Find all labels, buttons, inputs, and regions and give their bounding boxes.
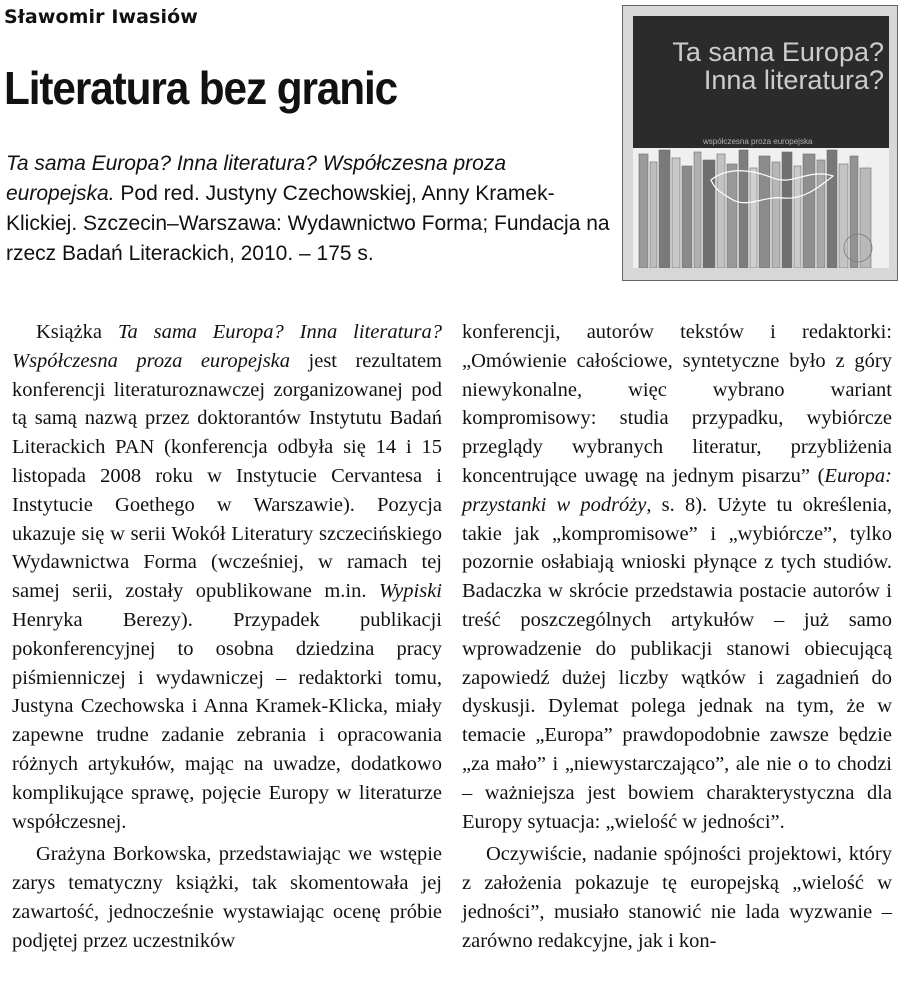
- book-title-inline: Wypiski: [378, 580, 442, 603]
- article-column-left: [12, 318, 442, 956]
- cover-dark-band: [633, 16, 889, 148]
- book-editors: Pod red. Justyny Czechowskiej, Anny Kramek-Klickiej.: [6, 182, 555, 235]
- bibliographic-note: [6, 149, 616, 269]
- book-title-inline: Europa: przystanki w podróży: [462, 464, 892, 516]
- paragraph: Grażyna Borkowska, przedstawiając we wstępie zarys tematyczny książki, tak skomentowała jej zawartość, jednocześnie wystawiając ocenę próbie podjętej przez uczestników: [12, 843, 442, 952]
- cover-title: Ta sama Europa? Inna literatura?: [672, 37, 884, 95]
- book-publisher: Szczecin–Warszawa: Wydawnictwo Forma; Fundacja na rzecz Badań Literackich, 2010. – 175 s.: [6, 212, 610, 265]
- book-title: Ta sama Europa? Inna literatura? Współczesna proza europejska.: [6, 152, 507, 205]
- book-title-inline: Ta sama Europa? Inna literatura? Współczesna proza europejska: [12, 321, 442, 372]
- paragraph: Oczywiście, nadanie spójności projektowi, który z założenia pokazuje tę europejską „wielość w jedności”, musiało stanowić nie lada wyzwanie – zarówno redakcyjne, jak i kon-: [462, 843, 892, 952]
- books-illustration: [633, 148, 889, 268]
- books-graphic: [633, 148, 889, 268]
- article-column-right: [462, 318, 892, 956]
- text-span: , s. 8). Użyte tu określenia, takie jak „kompromisowe” i „wybiórcze”, tylko pozornie osłabiają wnioski płynące z tych studiów. Badaczka w skrócie przedstawia postacie autorów i treść poszczególnych artykułów – już samo wprowadzenie do publikacji stanowi obiecującą zapowiedź dużej liczby wątków i zagadnień do dyskusji. Dylemat polega jednak na tym, że w temacie „Europa” prawdopodobnie zawsze będzie „za mało” i „niewystarczająco”, ale nie o to chodzi – ważniejsza jest bowiem charakterystyczna dla Europy sytuacja: „wielość w jedności”.: [462, 493, 892, 833]
- text-span: konferencji, autorów tekstów i redaktorki: „Omówienie całościowe, syntetyczne było z góry niewykonalne, więc wybrano wariant kompromisowy: studia przypadku, wybiórcze przeglądy wybranych literatur, przybliżenia koncentrujące uwagę na jednym pisarzu” (: [462, 321, 892, 487]
- book-cover-image: [622, 5, 898, 281]
- paragraph: [462, 318, 892, 836]
- article-title: Literatura bez granic: [4, 62, 398, 114]
- cover-subtitle: współczesna proza europejska: [703, 137, 813, 146]
- paragraph: [12, 318, 442, 836]
- text-span: Henryka Berezy). Przypadek publikacji pokonferencyjnej to osobna dziedzina pracy piśmienniczej i wydawniczej – redaktorki tomu, Justyna Czechowska i Anna Kramek-Klicka, miały zapewne trudne zadanie zebrania i opracowania różnych artykułów, mając na uwadze, dodatkowo komplikujące sprawę, pojęcie Europy w literaturze współczesnej.: [12, 608, 442, 833]
- text-span: jest rezultatem konferencji literaturoznawczej zorganizowanej pod tą samą nazwą przez doktorantów Instytutu Badań Literackich PAN (konferencja odbyła się 14 i 15 listopada 2008 roku w Instytucie Cervantesa i Instytucie Goethego w Warszawie). Pozycja ukazuje się w serii Wokół Literatury szczecińskiego Wydawnictwa Forma (wcześniej, w ramach tej samej serii, zostały opublikowane m.in.: [12, 349, 442, 603]
- text-span: Książka: [36, 321, 118, 343]
- author-name: Sławomir Iwasiów: [4, 6, 198, 28]
